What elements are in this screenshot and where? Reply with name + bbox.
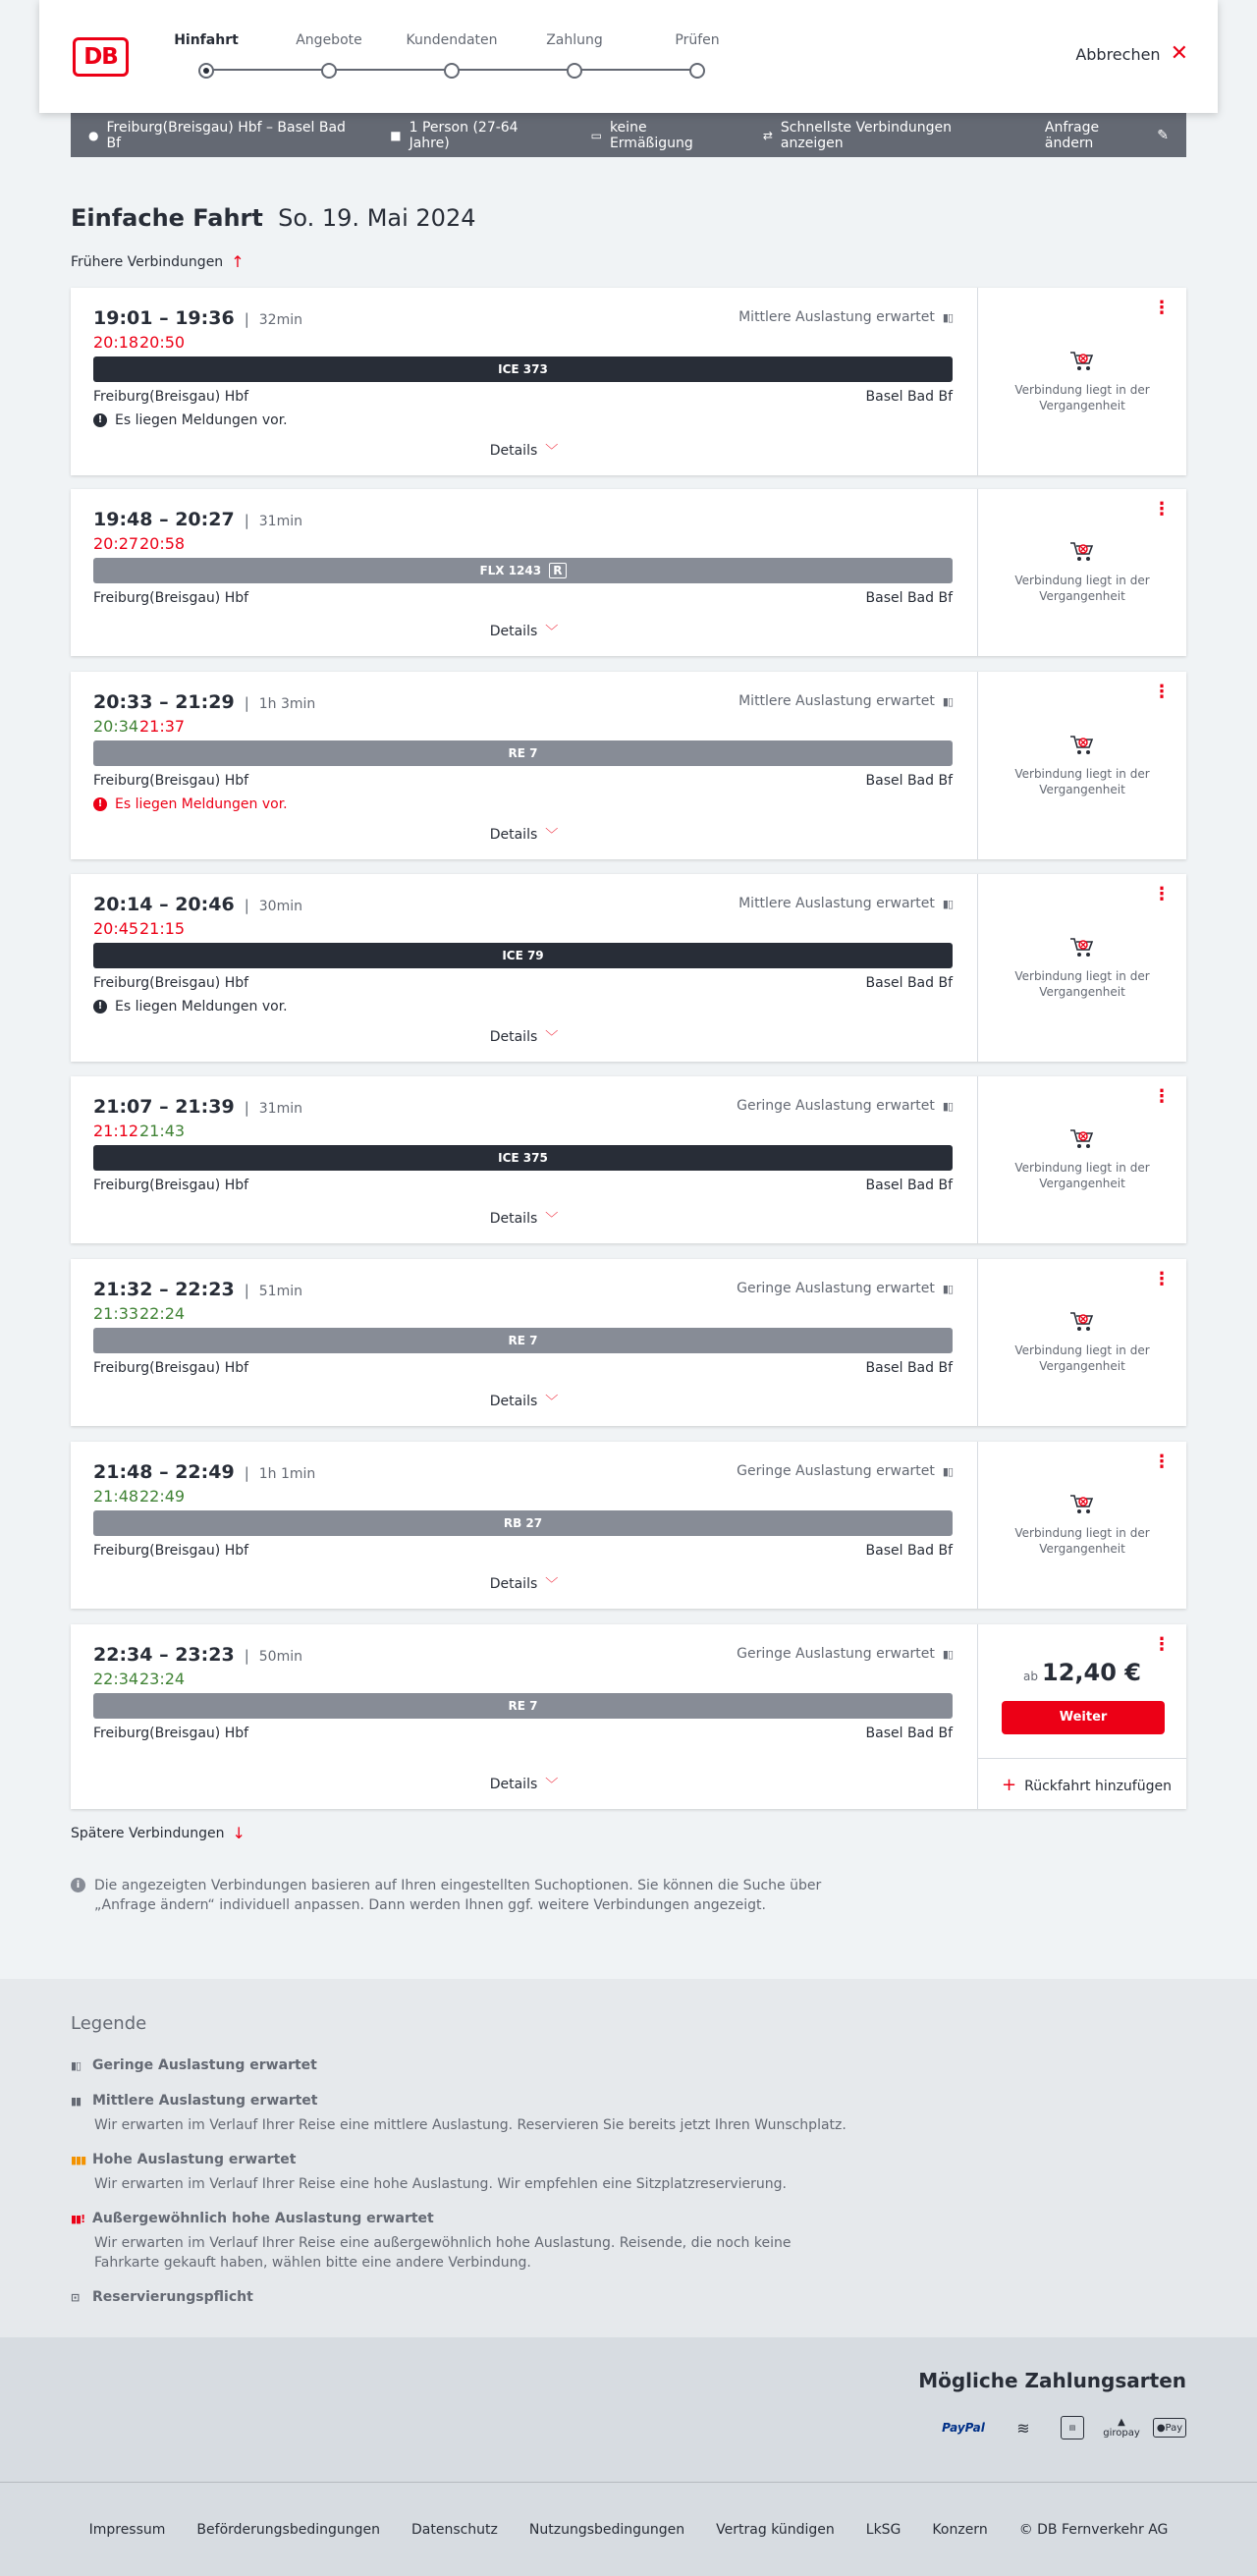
destination-station: Basel Bad Bf xyxy=(865,1178,953,1193)
page-title xyxy=(71,204,475,232)
duration: 31min xyxy=(258,1101,302,1117)
apple-logo-icon: ● xyxy=(1156,2422,1166,2434)
legend-medium-title: Mittlere Auslastung erwartet xyxy=(92,2093,318,2109)
destination-station: Basel Bad Bf xyxy=(865,975,953,991)
cart-unavailable-icon xyxy=(1069,1311,1095,1333)
realtime-arrival: 23:24 xyxy=(139,1670,186,1688)
occupancy-low-icon: ▮▯ xyxy=(71,2058,82,2072)
connection-card[interactable] xyxy=(71,288,1186,475)
chevron-down-icon: ﹀ xyxy=(545,625,559,639)
info-text: Die angezeigten Verbindungen basieren auf Ihren eingestellten Suchoptionen. Sie können die Suche über „Anfrage ändern“ individuell anpassen. Dann werden Ihnen ggf. weitere Verbindungen angezeigt. xyxy=(94,1878,822,1913)
offer-panel xyxy=(977,874,1186,1062)
chevron-down-icon: ﹀ xyxy=(545,1212,559,1227)
details-label: Details xyxy=(489,1211,538,1227)
trip-type: Einfache Fahrt xyxy=(71,204,263,232)
details-label: Details xyxy=(489,443,538,459)
legend-title: Legende xyxy=(71,2013,147,2034)
plus-icon: + xyxy=(1002,1775,1017,1795)
occupancy-indicator xyxy=(738,309,953,325)
past-connection-notice xyxy=(978,1128,1186,1191)
booking-header xyxy=(39,0,1218,113)
connection-times xyxy=(93,1461,315,1483)
persons-info xyxy=(390,120,559,151)
offer-panel xyxy=(977,1076,1186,1243)
persons-text: 1 Person (27-64 Jahre) xyxy=(409,119,519,151)
offer-panel xyxy=(977,672,1186,859)
legend-reservation-title: Reservierungspflicht xyxy=(92,2289,253,2305)
planned-times: 20:33 – 21:29 xyxy=(93,691,235,713)
cart-unavailable-icon xyxy=(1069,351,1095,372)
occupancy-indicator xyxy=(738,693,953,709)
train-bar[interactable] xyxy=(93,1693,953,1719)
connection-card[interactable] xyxy=(71,672,1186,859)
train-name: ICE 375 xyxy=(498,1151,548,1165)
occupancy-very-high-icon: ▮▮! xyxy=(71,2212,85,2225)
train-bar[interactable] xyxy=(93,943,953,968)
chevron-down-icon: ﹀ xyxy=(545,1395,559,1409)
destination-station: Basel Bad Bf xyxy=(865,1543,953,1559)
past-connection-notice xyxy=(978,937,1186,1000)
origin-station: Freiburg(Breisgau) Hbf xyxy=(93,590,249,606)
past-connection-text: Verbindung liegt in der Vergangenheit xyxy=(1014,574,1150,603)
occupancy-indicator xyxy=(738,896,953,911)
realtime-departure: 22:34 xyxy=(93,1670,139,1688)
realtime-arrival: 21:15 xyxy=(139,919,186,938)
train-name: ICE 373 xyxy=(498,362,548,376)
db-logo[interactable]: DB xyxy=(73,37,129,77)
legend-item-medium xyxy=(71,2093,860,2135)
footer-link-impressum[interactable]: Impressum xyxy=(88,2521,166,2538)
later-connections-link[interactable] xyxy=(71,1824,246,1842)
train-bar[interactable] xyxy=(93,558,953,583)
occupancy-label: Mittlere Auslastung erwartet xyxy=(738,896,935,911)
occupancy-indicator xyxy=(737,1098,953,1114)
change-query-button[interactable] xyxy=(1045,120,1169,151)
occupancy-label: Geringe Auslastung erwartet xyxy=(737,1463,935,1479)
details-toggle[interactable] xyxy=(71,621,977,639)
details-label: Details xyxy=(489,624,538,639)
price-prefix: ab xyxy=(1023,1670,1038,1683)
realtime-departure: 21:33 xyxy=(93,1304,139,1323)
destination-station: Basel Bad Bf xyxy=(865,1726,953,1741)
more-options-icon[interactable]: ⋮ xyxy=(1153,1269,1171,1289)
connection-card[interactable] xyxy=(71,1624,1186,1809)
occupancy-high-icon: ▮▮▮ xyxy=(71,2153,86,2166)
apple-pay-label: Pay xyxy=(1165,2422,1183,2434)
message-text: Es liegen Meldungen vor. xyxy=(115,412,288,428)
payment-methods-section xyxy=(0,2337,1257,2482)
realtime-arrival: 20:58 xyxy=(139,534,186,553)
payment-title: Mögliche Zahlungsarten xyxy=(918,2369,1186,2392)
add-return-label: Rückfahrt hinzufügen xyxy=(1024,1779,1172,1794)
more-options-icon[interactable]: ⋮ xyxy=(1153,682,1171,702)
offer-panel xyxy=(977,1442,1186,1609)
realtime-arrival: 20:50 xyxy=(139,333,186,352)
train-name: RE 7 xyxy=(508,1699,538,1713)
step-angebote-dot xyxy=(321,63,337,79)
connection-times xyxy=(93,307,302,329)
message-text: Es liegen Meldungen vor. xyxy=(115,999,288,1014)
train-name: RE 7 xyxy=(508,746,538,760)
later-connections-label: Spätere Verbindungen xyxy=(71,1825,225,1841)
info-icon: i xyxy=(71,1878,85,1892)
occupancy-label: Geringe Auslastung erwartet xyxy=(737,1098,935,1114)
offer-panel xyxy=(977,1259,1186,1426)
realtime-departure: 20:45 xyxy=(93,919,139,938)
earlier-connections-link[interactable] xyxy=(71,252,245,271)
step-zahlung-dot xyxy=(567,63,582,79)
giropay-icon xyxy=(1104,2412,1139,2443)
cart-unavailable-icon xyxy=(1069,735,1095,756)
close-icon: ✕ xyxy=(1170,41,1188,66)
origin-station: Freiburg(Breisgau) Hbf xyxy=(93,975,249,991)
separator: | xyxy=(244,310,249,328)
offer-panel xyxy=(977,1624,1186,1809)
occupancy-icon: ▮▯ xyxy=(942,310,953,324)
connection-card[interactable] xyxy=(71,1259,1186,1426)
cart-unavailable-icon xyxy=(1069,541,1095,563)
fastest-info xyxy=(763,120,1013,151)
legend-high-title: Hohe Auslastung erwartet xyxy=(92,2152,297,2167)
legend-item-reservation xyxy=(71,2289,253,2305)
details-toggle[interactable] xyxy=(71,1026,977,1045)
past-connection-notice xyxy=(978,735,1186,797)
arrow-up-icon: ↑ xyxy=(231,252,245,271)
legend-item-very-high xyxy=(71,2211,860,2273)
past-connection-notice xyxy=(978,541,1186,604)
duration: 50min xyxy=(258,1649,302,1665)
details-label: Details xyxy=(489,1777,538,1792)
more-options-icon[interactable]: ⋮ xyxy=(1153,884,1171,904)
chevron-down-icon: ﹀ xyxy=(545,1577,559,1592)
train-bar[interactable] xyxy=(93,1328,953,1353)
details-label: Details xyxy=(489,1394,538,1409)
planned-times: 22:34 – 23:23 xyxy=(93,1644,235,1666)
occupancy-medium-icon: ▮▮ xyxy=(71,2094,82,2108)
occupancy-icon: ▮▯ xyxy=(942,1099,953,1113)
person-icon: ■ xyxy=(390,128,402,142)
realtime-departure: 20:18 xyxy=(93,333,139,352)
realtime-arrival: 21:37 xyxy=(139,717,186,736)
discount-info xyxy=(591,120,732,151)
train-name: ICE 79 xyxy=(502,949,544,962)
realtime-departure: 21:48 xyxy=(93,1487,139,1506)
occupancy-label: Geringe Auslastung erwartet xyxy=(737,1646,935,1662)
past-connection-text: Verbindung liegt in der Vergangenheit xyxy=(1014,383,1150,412)
train-bar[interactable] xyxy=(93,1510,953,1536)
origin-station: Freiburg(Breisgau) Hbf xyxy=(93,1543,249,1559)
cart-unavailable-icon xyxy=(1069,1494,1095,1515)
train-bar[interactable] xyxy=(93,356,953,382)
duration: 1h 3min xyxy=(258,696,316,712)
origin-station: Freiburg(Breisgau) Hbf xyxy=(93,1360,249,1376)
past-connection-text: Verbindung liegt in der Vergangenheit xyxy=(1014,767,1150,796)
cancel-button[interactable] xyxy=(1075,43,1188,65)
occupancy-indicator xyxy=(737,1281,953,1296)
continue-button[interactable]: Weiter xyxy=(1002,1701,1165,1734)
legend-medium-desc: Wir erwarten im Verlauf Ihrer Reise eine mittlere Auslastung. Reservieren Sie bereits jetzt Ihren Wunschplatz. xyxy=(94,2117,847,2133)
cancel-label: Abbrechen xyxy=(1075,44,1161,64)
footer-copyright: © DB Fernverkehr AG xyxy=(1018,2521,1169,2538)
fastest-text: Schnellste Verbindungen anzeigen xyxy=(780,119,953,151)
step-kundendaten-dot xyxy=(444,63,460,79)
duration: 32min xyxy=(258,312,302,328)
chevron-down-icon: ﹀ xyxy=(545,1030,559,1045)
past-connection-text: Verbindung liegt in der Vergangenheit xyxy=(1014,969,1150,999)
occupancy-label: Mittlere Auslastung erwartet xyxy=(738,309,935,325)
details-toggle[interactable] xyxy=(71,1573,977,1592)
contactless-card-icon: ≋ xyxy=(1016,2418,1030,2438)
past-connection-notice xyxy=(978,1494,1186,1557)
step-kundendaten-label: Kundendaten xyxy=(406,32,498,48)
separator: | xyxy=(244,694,249,712)
details-toggle[interactable] xyxy=(71,1208,977,1227)
price-value: 12,40 € xyxy=(1042,1659,1141,1686)
past-connection-text: Verbindung liegt in der Vergangenheit xyxy=(1014,1343,1150,1373)
arrow-down-icon: ↓ xyxy=(232,1824,246,1842)
trip-date: So. 19. Mai 2024 xyxy=(278,204,476,232)
step-zahlung-label: Zahlung xyxy=(546,32,603,48)
discount-text: keine Ermäßigung xyxy=(609,119,693,151)
duration: 30min xyxy=(258,899,302,914)
details-toggle[interactable] xyxy=(71,824,977,843)
occupancy-label: Mittlere Auslastung erwartet xyxy=(738,693,935,709)
more-options-icon[interactable]: ⋮ xyxy=(1153,1634,1171,1655)
realtime-departure: 21:12 xyxy=(93,1122,139,1140)
origin-station: Freiburg(Breisgau) Hbf xyxy=(93,773,249,789)
separator: | xyxy=(244,512,249,529)
occupancy-icon: ▮▯ xyxy=(942,694,953,708)
message-text: Es liegen Meldungen vor. xyxy=(115,796,288,812)
chevron-down-icon: ﹀ xyxy=(545,1778,559,1792)
occupancy-icon: ▮▯ xyxy=(942,1464,953,1478)
footer-link-lksg[interactable]: LkSG xyxy=(865,2521,902,2538)
step-hinfahrt-dot xyxy=(198,63,214,79)
details-toggle[interactable] xyxy=(71,1774,977,1792)
message-notice[interactable] xyxy=(93,412,288,428)
planned-times: 20:14 – 20:46 xyxy=(93,894,235,915)
origin-station: Freiburg(Breisgau) Hbf xyxy=(93,1726,249,1741)
planned-times: 21:07 – 21:39 xyxy=(93,1096,235,1118)
details-toggle[interactable] xyxy=(71,440,977,459)
legend-low-title: Geringe Auslastung erwartet xyxy=(92,2057,317,2073)
separator: | xyxy=(244,897,249,914)
past-connection-text: Verbindung liegt in der Vergangenheit xyxy=(1014,1161,1150,1190)
past-connection-text: Verbindung liegt in der Vergangenheit xyxy=(1014,1526,1150,1556)
offer-panel xyxy=(977,288,1186,475)
realtime-departure: 20:34 xyxy=(93,717,139,736)
destination-station: Basel Bad Bf xyxy=(865,1360,953,1376)
footer-link-konzern[interactable]: Konzern xyxy=(932,2521,988,2538)
realtime-arrival: 22:24 xyxy=(139,1304,186,1323)
step-hinfahrt-label: Hinfahrt xyxy=(174,32,239,48)
legend-very-high-desc: Wir erwarten im Verlauf Ihrer Reise eine außergewöhnlich hohe Auslastung. Reisende, die noch keine Fahrkarte gekauft haben, wählen bitte eine andere Verbindung. xyxy=(94,2235,792,2271)
planned-times: 19:01 – 19:36 xyxy=(93,307,235,329)
info-note xyxy=(71,1876,837,1915)
step-angebote-label: Angebote xyxy=(296,32,362,48)
realtime-arrival: 21:43 xyxy=(139,1122,186,1140)
giropay-symbol-icon: ▲ xyxy=(1118,2417,1125,2428)
past-connection-notice xyxy=(978,351,1186,413)
occupancy-indicator xyxy=(737,1463,953,1479)
legend-item-high xyxy=(71,2152,860,2194)
chevron-down-icon: ﹀ xyxy=(545,444,559,459)
train-bar[interactable] xyxy=(93,1145,953,1171)
realtime-arrival: 22:49 xyxy=(139,1487,186,1506)
route-text: Freiburg(Breisgau) Hbf – Basel Bad Bf xyxy=(106,119,346,151)
train-name: RB 27 xyxy=(503,1516,543,1530)
planned-times: 21:48 – 22:49 xyxy=(93,1461,235,1483)
paypal-icon: PayPal xyxy=(942,2421,985,2435)
destination-station: Basel Bad Bf xyxy=(865,590,953,606)
train-bar[interactable] xyxy=(93,740,953,766)
bahncard-icon: ▭ xyxy=(590,128,602,142)
planned-times: 21:32 – 22:23 xyxy=(93,1279,235,1300)
step-pruefen-label: Prüfen xyxy=(675,32,720,48)
connection-times xyxy=(93,691,315,713)
details-label: Details xyxy=(489,1576,538,1592)
origin-station: Freiburg(Breisgau) Hbf xyxy=(93,389,249,405)
connection-card[interactable] xyxy=(71,874,1186,1062)
occupancy-indicator xyxy=(737,1646,953,1662)
connection-times xyxy=(93,894,302,915)
route-info xyxy=(88,120,358,151)
alert-icon: ! xyxy=(93,413,107,427)
apple-pay-icon xyxy=(1153,2418,1186,2438)
query-summary-bar xyxy=(71,113,1186,157)
realtime-departure: 20:27 xyxy=(93,534,139,553)
occupancy-icon: ▮▯ xyxy=(942,1282,953,1295)
sepa-invoice-icon: ▤ xyxy=(1061,2416,1084,2439)
more-options-icon[interactable]: ⋮ xyxy=(1153,1452,1171,1472)
reservation-required-icon: ⊡ xyxy=(71,2290,80,2304)
separator: | xyxy=(244,1464,249,1482)
message-notice[interactable] xyxy=(93,999,288,1014)
destination-station: Basel Bad Bf xyxy=(865,389,953,405)
more-options-icon[interactable]: ⋮ xyxy=(1153,499,1171,520)
duration: 31min xyxy=(258,514,302,529)
planned-times: 19:48 – 20:27 xyxy=(93,509,235,530)
reservation-required-icon: R xyxy=(549,563,566,578)
occupancy-icon: ▮▯ xyxy=(942,1647,953,1661)
cart-unavailable-icon xyxy=(1069,1128,1095,1150)
occupancy-label: Geringe Auslastung erwartet xyxy=(737,1281,935,1296)
swap-arrows-icon: ⇄ xyxy=(762,128,773,142)
chevron-down-icon: ﹀ xyxy=(545,828,559,843)
connection-card[interactable] xyxy=(71,1442,1186,1609)
add-return-trip-button[interactable] xyxy=(978,1758,1186,1795)
legend-section xyxy=(0,1979,1257,2337)
alert-icon: ! xyxy=(93,797,107,811)
offer-panel xyxy=(977,489,1186,656)
footer-link-nutzungsbedingungen[interactable]: Nutzungsbedingungen xyxy=(528,2521,685,2538)
details-label: Details xyxy=(489,1029,538,1045)
pencil-icon: ✎ xyxy=(1157,127,1170,143)
cart-unavailable-icon xyxy=(1069,937,1095,959)
train-name: FLX 1243 xyxy=(479,564,542,577)
separator: | xyxy=(244,1647,249,1665)
origin-station: Freiburg(Breisgau) Hbf xyxy=(93,1178,249,1193)
legend-high-desc: Wir erwarten im Verlauf Ihrer Reise eine hohe Auslastung. Wir empfehlen eine Sitzplatzreservierung. xyxy=(94,2176,787,2192)
separator: | xyxy=(244,1099,249,1117)
footer-link-datenschutz[interactable]: Datenschutz xyxy=(410,2521,498,2538)
footer-link-vertrag-kuendigen[interactable]: Vertrag kündigen xyxy=(716,2521,835,2538)
details-label: Details xyxy=(489,827,538,843)
connection-card[interactable] xyxy=(71,1076,1186,1243)
legend-item-low xyxy=(71,2057,317,2073)
change-query-label: Anfrage ändern xyxy=(1044,119,1100,151)
more-options-icon[interactable]: ⋮ xyxy=(1153,298,1171,318)
footer-link-befoerderungsbedingungen[interactable]: Beförderungsbedingungen xyxy=(196,2521,380,2538)
connection-times xyxy=(93,1279,302,1300)
past-connection-notice xyxy=(978,1311,1186,1374)
connection-card[interactable] xyxy=(71,489,1186,656)
separator: | xyxy=(244,1282,249,1299)
duration: 51min xyxy=(258,1284,302,1299)
price xyxy=(978,1659,1186,1686)
train-name: RE 7 xyxy=(508,1334,538,1347)
giropay-label: giropay xyxy=(1103,2428,1140,2439)
occupancy-icon: ▮▯ xyxy=(942,897,953,910)
connection-times xyxy=(93,1644,302,1666)
legend-very-high-title: Außergewöhnlich hohe Auslastung erwartet xyxy=(92,2211,434,2226)
location-pin-icon: ● xyxy=(88,128,99,142)
connection-times xyxy=(93,1096,302,1118)
more-options-icon[interactable]: ⋮ xyxy=(1153,1086,1171,1107)
destination-station: Basel Bad Bf xyxy=(865,773,953,789)
step-pruefen-dot xyxy=(689,63,705,79)
alert-icon: ! xyxy=(93,1000,107,1014)
details-toggle[interactable] xyxy=(71,1391,977,1409)
message-notice[interactable] xyxy=(93,796,288,812)
connection-times xyxy=(93,509,302,530)
duration: 1h 1min xyxy=(258,1466,316,1482)
footer xyxy=(0,2482,1257,2576)
earlier-connections-label: Frühere Verbindungen xyxy=(71,253,224,270)
